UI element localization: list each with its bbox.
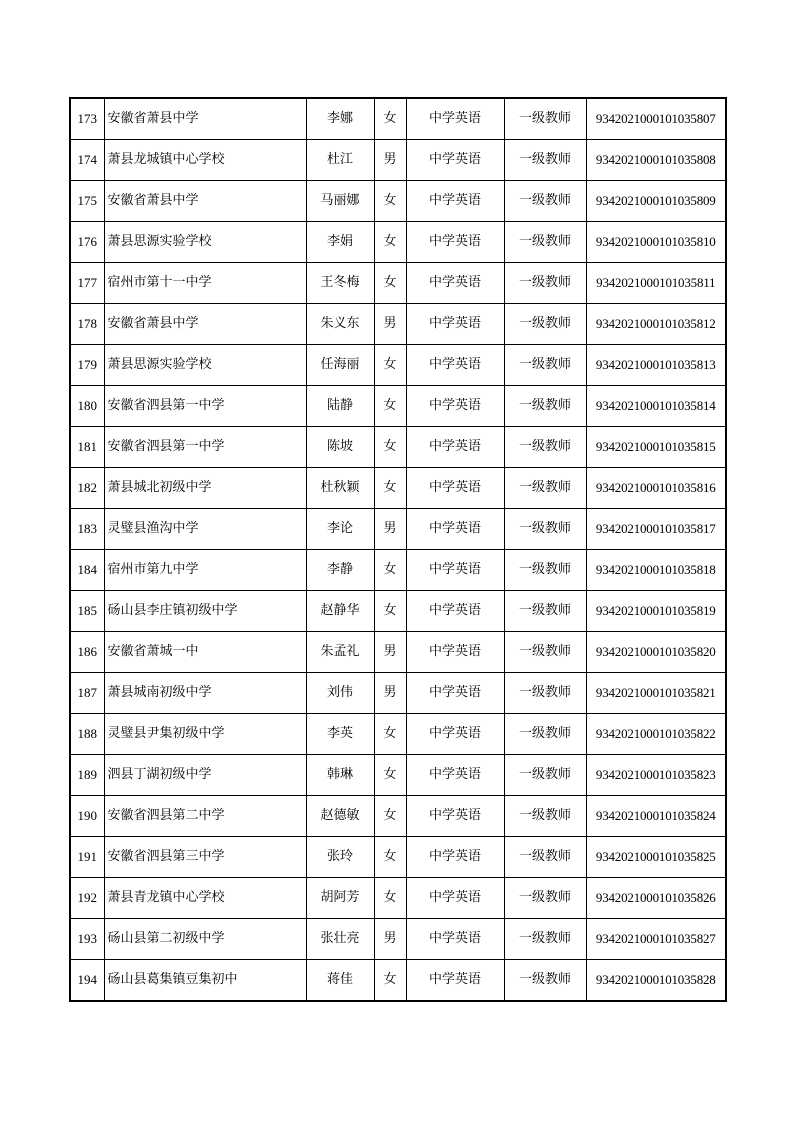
gender: 男 — [374, 919, 406, 960]
professional-title: 一级教师 — [504, 673, 586, 714]
teacher-name: 赵静华 — [306, 591, 374, 632]
row-number: 181 — [70, 427, 104, 468]
school-name: 砀山县第二初级中学 — [104, 919, 306, 960]
gender: 女 — [374, 796, 406, 837]
certificate-number: 9342021000101035814 — [586, 386, 726, 427]
certificate-number: 9342021000101035825 — [586, 837, 726, 878]
row-number: 194 — [70, 960, 104, 1002]
school-name: 安徽省萧城一中 — [104, 632, 306, 673]
row-number: 186 — [70, 632, 104, 673]
subject: 中学英语 — [406, 591, 504, 632]
row-number: 174 — [70, 140, 104, 181]
teacher-name: 李娜 — [306, 98, 374, 140]
certificate-number: 9342021000101035823 — [586, 755, 726, 796]
gender: 女 — [374, 837, 406, 878]
subject: 中学英语 — [406, 98, 504, 140]
professional-title: 一级教师 — [504, 263, 586, 304]
school-name: 萧县龙城镇中心学校 — [104, 140, 306, 181]
teacher-name: 胡阿芳 — [306, 878, 374, 919]
gender: 女 — [374, 386, 406, 427]
gender: 女 — [374, 222, 406, 263]
row-number: 188 — [70, 714, 104, 755]
teacher-name: 杜秋颖 — [306, 468, 374, 509]
school-name: 安徽省萧县中学 — [104, 181, 306, 222]
certificate-number: 9342021000101035812 — [586, 304, 726, 345]
table-row — [70, 919, 726, 960]
subject: 中学英语 — [406, 263, 504, 304]
teacher-name: 张壮亮 — [306, 919, 374, 960]
subject: 中学英语 — [406, 714, 504, 755]
professional-title: 一级教师 — [504, 591, 586, 632]
row-number: 175 — [70, 181, 104, 222]
certificate-number: 9342021000101035820 — [586, 632, 726, 673]
subject: 中学英语 — [406, 837, 504, 878]
row-number: 193 — [70, 919, 104, 960]
subject: 中学英语 — [406, 550, 504, 591]
school-name: 萧县思源实验学校 — [104, 222, 306, 263]
subject: 中学英语 — [406, 960, 504, 1002]
school-name: 灵璧县渔沟中学 — [104, 509, 306, 550]
table-row — [70, 509, 726, 550]
gender: 女 — [374, 960, 406, 1002]
certificate-number: 9342021000101035811 — [586, 263, 726, 304]
school-name: 宿州市第十一中学 — [104, 263, 306, 304]
certificate-number: 9342021000101035822 — [586, 714, 726, 755]
certificate-number: 9342021000101035816 — [586, 468, 726, 509]
table-row — [70, 632, 726, 673]
gender: 女 — [374, 427, 406, 468]
professional-title: 一级教师 — [504, 714, 586, 755]
gender: 男 — [374, 673, 406, 714]
professional-title: 一级教师 — [504, 796, 586, 837]
row-number: 177 — [70, 263, 104, 304]
school-name: 宿州市第九中学 — [104, 550, 306, 591]
table-row — [70, 181, 726, 222]
certificate-number: 9342021000101035817 — [586, 509, 726, 550]
subject: 中学英语 — [406, 181, 504, 222]
row-number: 192 — [70, 878, 104, 919]
teacher-name: 陆静 — [306, 386, 374, 427]
gender: 女 — [374, 550, 406, 591]
school-name: 砀山县葛集镇豆集初中 — [104, 960, 306, 1002]
gender: 男 — [374, 304, 406, 345]
teacher-name: 张玲 — [306, 837, 374, 878]
table-row — [70, 345, 726, 386]
table-row — [70, 468, 726, 509]
table-row — [70, 714, 726, 755]
table-row — [70, 755, 726, 796]
subject: 中学英语 — [406, 509, 504, 550]
professional-title: 一级教师 — [504, 509, 586, 550]
table-row — [70, 591, 726, 632]
teacher-name: 韩琳 — [306, 755, 374, 796]
subject: 中学英语 — [406, 632, 504, 673]
teacher-name: 杜江 — [306, 140, 374, 181]
certificate-number: 9342021000101035810 — [586, 222, 726, 263]
school-name: 安徽省泗县第一中学 — [104, 386, 306, 427]
teacher-name: 朱孟礼 — [306, 632, 374, 673]
gender: 男 — [374, 140, 406, 181]
professional-title: 一级教师 — [504, 222, 586, 263]
row-number: 189 — [70, 755, 104, 796]
table-row — [70, 386, 726, 427]
teacher-name: 李英 — [306, 714, 374, 755]
gender: 男 — [374, 509, 406, 550]
gender: 女 — [374, 181, 406, 222]
professional-title: 一级教师 — [504, 304, 586, 345]
subject: 中学英语 — [406, 468, 504, 509]
gender: 女 — [374, 878, 406, 919]
professional-title: 一级教师 — [504, 550, 586, 591]
subject: 中学英语 — [406, 755, 504, 796]
teacher-name: 朱义东 — [306, 304, 374, 345]
row-number: 173 — [70, 98, 104, 140]
teacher-name: 李论 — [306, 509, 374, 550]
school-name: 萧县青龙镇中心学校 — [104, 878, 306, 919]
certificate-number: 9342021000101035818 — [586, 550, 726, 591]
school-name: 砀山县李庄镇初级中学 — [104, 591, 306, 632]
row-number: 190 — [70, 796, 104, 837]
professional-title: 一级教师 — [504, 468, 586, 509]
professional-title: 一级教师 — [504, 140, 586, 181]
table-row — [70, 796, 726, 837]
teacher-name: 任海丽 — [306, 345, 374, 386]
gender: 男 — [374, 632, 406, 673]
table-row — [70, 550, 726, 591]
certificate-number: 9342021000101035815 — [586, 427, 726, 468]
professional-title: 一级教师 — [504, 98, 586, 140]
teacher-name: 陈坡 — [306, 427, 374, 468]
school-name: 泗县丁湖初级中学 — [104, 755, 306, 796]
school-name: 萧县城南初级中学 — [104, 673, 306, 714]
roster-body — [70, 98, 726, 1001]
professional-title: 一级教师 — [504, 919, 586, 960]
subject: 中学英语 — [406, 919, 504, 960]
table-row — [70, 222, 726, 263]
professional-title: 一级教师 — [504, 755, 586, 796]
school-name: 萧县思源实验学校 — [104, 345, 306, 386]
row-number: 191 — [70, 837, 104, 878]
school-name: 萧县城北初级中学 — [104, 468, 306, 509]
professional-title: 一级教师 — [504, 632, 586, 673]
professional-title: 一级教师 — [504, 837, 586, 878]
teacher-name: 刘伟 — [306, 673, 374, 714]
certificate-number: 9342021000101035824 — [586, 796, 726, 837]
table-row — [70, 140, 726, 181]
teacher-name: 蒋佳 — [306, 960, 374, 1002]
teacher-name: 李娟 — [306, 222, 374, 263]
professional-title: 一级教师 — [504, 345, 586, 386]
subject: 中学英语 — [406, 673, 504, 714]
table-row — [70, 673, 726, 714]
row-number: 187 — [70, 673, 104, 714]
row-number: 178 — [70, 304, 104, 345]
gender: 女 — [374, 591, 406, 632]
subject: 中学英语 — [406, 345, 504, 386]
subject: 中学英语 — [406, 427, 504, 468]
row-number: 182 — [70, 468, 104, 509]
certificate-number: 9342021000101035813 — [586, 345, 726, 386]
professional-title: 一级教师 — [504, 960, 586, 1002]
subject: 中学英语 — [406, 878, 504, 919]
subject: 中学英语 — [406, 304, 504, 345]
gender: 女 — [374, 468, 406, 509]
table-row — [70, 878, 726, 919]
table-row — [70, 263, 726, 304]
teacher-name: 赵德敏 — [306, 796, 374, 837]
gender: 女 — [374, 98, 406, 140]
certificate-number: 9342021000101035819 — [586, 591, 726, 632]
subject: 中学英语 — [406, 222, 504, 263]
row-number: 184 — [70, 550, 104, 591]
certificate-number: 9342021000101035809 — [586, 181, 726, 222]
school-name: 安徽省萧县中学 — [104, 304, 306, 345]
table-row — [70, 837, 726, 878]
gender: 女 — [374, 714, 406, 755]
gender: 女 — [374, 345, 406, 386]
table-row — [70, 427, 726, 468]
row-number: 180 — [70, 386, 104, 427]
professional-title: 一级教师 — [504, 386, 586, 427]
row-number: 183 — [70, 509, 104, 550]
table-row — [70, 960, 726, 1002]
subject: 中学英语 — [406, 386, 504, 427]
professional-title: 一级教师 — [504, 181, 586, 222]
school-name: 安徽省泗县第三中学 — [104, 837, 306, 878]
subject: 中学英语 — [406, 796, 504, 837]
school-name: 灵璧县尹集初级中学 — [104, 714, 306, 755]
row-number: 185 — [70, 591, 104, 632]
certificate-number: 9342021000101035826 — [586, 878, 726, 919]
school-name: 安徽省泗县第一中学 — [104, 427, 306, 468]
subject: 中学英语 — [406, 140, 504, 181]
professional-title: 一级教师 — [504, 878, 586, 919]
school-name: 安徽省萧县中学 — [104, 98, 306, 140]
teacher-name: 马丽娜 — [306, 181, 374, 222]
certificate-number: 9342021000101035827 — [586, 919, 726, 960]
teacher-name: 王冬梅 — [306, 263, 374, 304]
professional-title: 一级教师 — [504, 427, 586, 468]
teacher-name: 李静 — [306, 550, 374, 591]
row-number: 179 — [70, 345, 104, 386]
certificate-number: 9342021000101035828 — [586, 960, 726, 1002]
table-row — [70, 98, 726, 140]
certificate-number: 9342021000101035821 — [586, 673, 726, 714]
gender: 女 — [374, 755, 406, 796]
teacher-roster-table — [69, 97, 727, 1002]
table-row — [70, 304, 726, 345]
school-name: 安徽省泗县第二中学 — [104, 796, 306, 837]
gender: 女 — [374, 263, 406, 304]
row-number: 176 — [70, 222, 104, 263]
certificate-number: 9342021000101035808 — [586, 140, 726, 181]
certificate-number: 9342021000101035807 — [586, 98, 726, 140]
